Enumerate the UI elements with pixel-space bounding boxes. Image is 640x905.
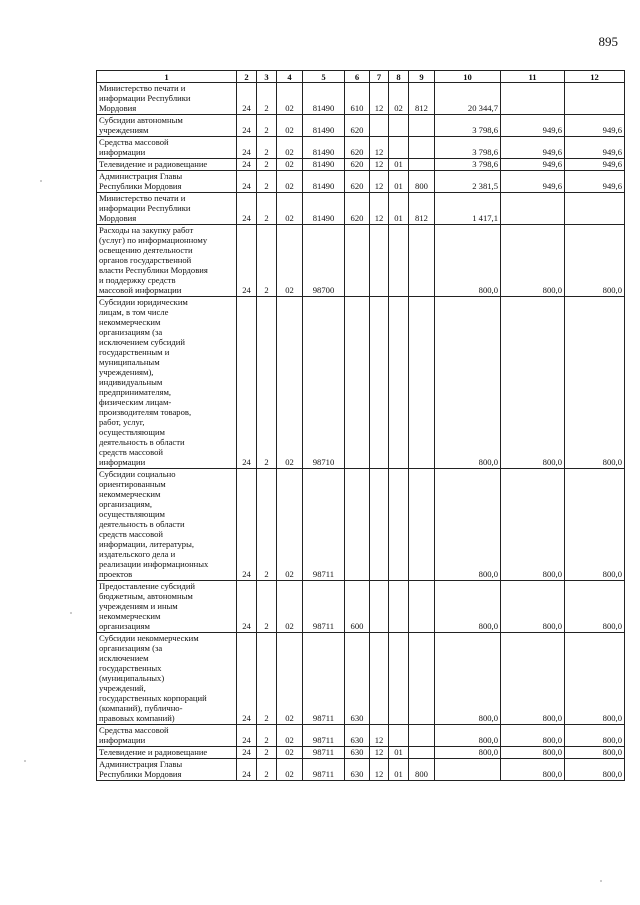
table-row bbox=[97, 137, 625, 159]
code-administrator bbox=[409, 469, 435, 581]
code-division bbox=[370, 297, 389, 469]
code-subsection: 02 bbox=[277, 725, 303, 747]
code-subdivision bbox=[389, 115, 409, 137]
code-administrator bbox=[409, 225, 435, 297]
code-subsection: 02 bbox=[277, 759, 303, 781]
code-division bbox=[370, 115, 389, 137]
amount-col-12: 800,0 bbox=[565, 581, 625, 633]
table-row bbox=[97, 225, 625, 297]
code-subdivision: 02 bbox=[389, 83, 409, 115]
code-ministry: 24 bbox=[237, 137, 257, 159]
code-subsection: 02 bbox=[277, 225, 303, 297]
code-section: 2 bbox=[257, 159, 277, 171]
code-section: 2 bbox=[257, 297, 277, 469]
row-description: Субсидии автономным учреждениям bbox=[97, 115, 237, 137]
budget-table bbox=[96, 70, 625, 781]
row-description: Администрация Главы Республики Мордовия bbox=[97, 171, 237, 193]
row-description: Министерство печати и информации Республики Мордовия bbox=[97, 83, 237, 115]
code-expense-type: 600 bbox=[345, 581, 370, 633]
row-description: Телевидение и радиовещание bbox=[97, 159, 237, 171]
code-section: 2 bbox=[257, 137, 277, 159]
amount-col-10: 800,0 bbox=[435, 469, 501, 581]
code-subsection: 02 bbox=[277, 581, 303, 633]
amount-col-12: 800,0 bbox=[565, 225, 625, 297]
code-division: 12 bbox=[370, 725, 389, 747]
code-ministry: 24 bbox=[237, 747, 257, 759]
table-row bbox=[97, 297, 625, 469]
code-subsection: 02 bbox=[277, 297, 303, 469]
column-header: 12 bbox=[565, 71, 625, 83]
code-ministry: 24 bbox=[237, 725, 257, 747]
code-administrator bbox=[409, 297, 435, 469]
table-body bbox=[97, 83, 625, 781]
amount-col-12 bbox=[565, 83, 625, 115]
column-header: 7 bbox=[370, 71, 389, 83]
amount-col-10: 800,0 bbox=[435, 747, 501, 759]
code-subsection: 02 bbox=[277, 171, 303, 193]
code-subsection: 02 bbox=[277, 193, 303, 225]
code-division: 12 bbox=[370, 171, 389, 193]
code-section: 2 bbox=[257, 759, 277, 781]
amount-col-11: 800,0 bbox=[501, 725, 565, 747]
code-ministry: 24 bbox=[237, 159, 257, 171]
code-expense-type bbox=[345, 225, 370, 297]
code-division bbox=[370, 225, 389, 297]
code-program: 81490 bbox=[303, 137, 345, 159]
code-subsection: 02 bbox=[277, 633, 303, 725]
amount-col-10 bbox=[435, 759, 501, 781]
code-expense-type: 620 bbox=[345, 137, 370, 159]
code-section: 2 bbox=[257, 225, 277, 297]
code-division: 12 bbox=[370, 159, 389, 171]
code-administrator bbox=[409, 725, 435, 747]
code-ministry: 24 bbox=[237, 759, 257, 781]
code-administrator bbox=[409, 633, 435, 725]
code-division bbox=[370, 633, 389, 725]
code-subdivision: 01 bbox=[389, 171, 409, 193]
amount-col-11: 800,0 bbox=[501, 633, 565, 725]
code-division bbox=[370, 469, 389, 581]
amount-col-10: 800,0 bbox=[435, 581, 501, 633]
amount-col-11 bbox=[501, 83, 565, 115]
code-section: 2 bbox=[257, 633, 277, 725]
scan-speck bbox=[24, 760, 26, 762]
table-row bbox=[97, 159, 625, 171]
column-header: 3 bbox=[257, 71, 277, 83]
code-division: 12 bbox=[370, 747, 389, 759]
amount-col-12 bbox=[565, 193, 625, 225]
code-subsection: 02 bbox=[277, 747, 303, 759]
code-expense-type: 620 bbox=[345, 171, 370, 193]
code-ministry: 24 bbox=[237, 469, 257, 581]
scan-speck bbox=[600, 880, 602, 882]
code-section: 2 bbox=[257, 83, 277, 115]
code-expense-type: 630 bbox=[345, 633, 370, 725]
code-expense-type: 630 bbox=[345, 759, 370, 781]
code-administrator: 812 bbox=[409, 193, 435, 225]
code-subsection: 02 bbox=[277, 137, 303, 159]
code-section: 2 bbox=[257, 193, 277, 225]
scan-speck bbox=[40, 180, 42, 182]
amount-col-10: 3 798,6 bbox=[435, 137, 501, 159]
table-row bbox=[97, 759, 625, 781]
row-description: Предоставление субсидий бюджетным, автономным учреждениям и иным некоммерческим организациям bbox=[97, 581, 237, 633]
amount-col-11: 800,0 bbox=[501, 297, 565, 469]
code-program: 98710 bbox=[303, 297, 345, 469]
amount-col-12: 800,0 bbox=[565, 469, 625, 581]
amount-col-10: 800,0 bbox=[435, 725, 501, 747]
amount-col-12: 800,0 bbox=[565, 759, 625, 781]
table-row bbox=[97, 747, 625, 759]
amount-col-11: 949,6 bbox=[501, 137, 565, 159]
amount-col-11: 800,0 bbox=[501, 469, 565, 581]
code-section: 2 bbox=[257, 747, 277, 759]
code-program: 81490 bbox=[303, 171, 345, 193]
code-ministry: 24 bbox=[237, 581, 257, 633]
code-division: 12 bbox=[370, 137, 389, 159]
code-program: 81490 bbox=[303, 159, 345, 171]
column-header: 5 bbox=[303, 71, 345, 83]
amount-col-12: 800,0 bbox=[565, 297, 625, 469]
page-number: 895 bbox=[598, 34, 618, 49]
row-description: Администрация Главы Республики Мордовия bbox=[97, 759, 237, 781]
code-subdivision bbox=[389, 469, 409, 581]
amount-col-11: 949,6 bbox=[501, 115, 565, 137]
code-program: 98711 bbox=[303, 469, 345, 581]
row-description: Субсидии социально ориентированным некоммерческим организациям, осуществляющим деятельность в области средств массовой информации, литературы, издательского дела и реализации информационных проектов bbox=[97, 469, 237, 581]
code-expense-type: 620 bbox=[345, 193, 370, 225]
code-program: 98711 bbox=[303, 759, 345, 781]
amount-col-11: 949,6 bbox=[501, 159, 565, 171]
code-ministry: 24 bbox=[237, 225, 257, 297]
amount-col-11 bbox=[501, 193, 565, 225]
code-expense-type: 630 bbox=[345, 747, 370, 759]
table-row bbox=[97, 193, 625, 225]
amount-col-12: 800,0 bbox=[565, 747, 625, 759]
code-expense-type: 610 bbox=[345, 83, 370, 115]
column-header: 9 bbox=[409, 71, 435, 83]
code-program: 81490 bbox=[303, 115, 345, 137]
column-header: 6 bbox=[345, 71, 370, 83]
code-expense-type: 630 bbox=[345, 725, 370, 747]
code-section: 2 bbox=[257, 725, 277, 747]
table-header-row bbox=[97, 71, 625, 83]
table-row bbox=[97, 725, 625, 747]
amount-col-11: 800,0 bbox=[501, 759, 565, 781]
code-administrator bbox=[409, 159, 435, 171]
amount-col-12: 800,0 bbox=[565, 725, 625, 747]
amount-col-12: 949,6 bbox=[565, 115, 625, 137]
code-subdivision: 01 bbox=[389, 159, 409, 171]
code-division bbox=[370, 581, 389, 633]
table-row bbox=[97, 83, 625, 115]
amount-col-12: 949,6 bbox=[565, 171, 625, 193]
table-row bbox=[97, 171, 625, 193]
code-section: 2 bbox=[257, 115, 277, 137]
code-program: 98711 bbox=[303, 581, 345, 633]
code-ministry: 24 bbox=[237, 83, 257, 115]
code-ministry: 24 bbox=[237, 297, 257, 469]
code-subsection: 02 bbox=[277, 469, 303, 581]
amount-col-10: 800,0 bbox=[435, 633, 501, 725]
code-subsection: 02 bbox=[277, 83, 303, 115]
code-subdivision bbox=[389, 137, 409, 159]
code-subdivision bbox=[389, 297, 409, 469]
code-administrator: 800 bbox=[409, 759, 435, 781]
amount-col-10: 3 798,6 bbox=[435, 159, 501, 171]
code-ministry: 24 bbox=[237, 171, 257, 193]
code-program: 98711 bbox=[303, 725, 345, 747]
code-expense-type bbox=[345, 297, 370, 469]
code-subsection: 02 bbox=[277, 115, 303, 137]
code-administrator bbox=[409, 137, 435, 159]
table-row bbox=[97, 469, 625, 581]
code-administrator: 800 bbox=[409, 171, 435, 193]
code-subdivision bbox=[389, 581, 409, 633]
code-subdivision: 01 bbox=[389, 759, 409, 781]
code-program: 98700 bbox=[303, 225, 345, 297]
code-expense-type: 620 bbox=[345, 115, 370, 137]
column-header: 10 bbox=[435, 71, 501, 83]
column-header: 8 bbox=[389, 71, 409, 83]
code-section: 2 bbox=[257, 171, 277, 193]
code-program: 81490 bbox=[303, 83, 345, 115]
code-ministry: 24 bbox=[237, 633, 257, 725]
code-section: 2 bbox=[257, 581, 277, 633]
code-division: 12 bbox=[370, 193, 389, 225]
amount-col-12: 800,0 bbox=[565, 633, 625, 725]
amount-col-11: 949,6 bbox=[501, 171, 565, 193]
amount-col-10: 2 381,5 bbox=[435, 171, 501, 193]
code-subdivision bbox=[389, 633, 409, 725]
code-section: 2 bbox=[257, 469, 277, 581]
code-program: 98711 bbox=[303, 633, 345, 725]
table-row bbox=[97, 581, 625, 633]
code-subdivision: 01 bbox=[389, 193, 409, 225]
amount-col-10: 800,0 bbox=[435, 297, 501, 469]
amount-col-11: 800,0 bbox=[501, 747, 565, 759]
code-subdivision bbox=[389, 725, 409, 747]
code-subdivision bbox=[389, 225, 409, 297]
row-description: Телевидение и радиовещание bbox=[97, 747, 237, 759]
amount-col-10: 800,0 bbox=[435, 225, 501, 297]
amount-col-10: 20 344,7 bbox=[435, 83, 501, 115]
column-header: 11 bbox=[501, 71, 565, 83]
code-administrator bbox=[409, 747, 435, 759]
scan-speck bbox=[70, 612, 72, 614]
code-expense-type bbox=[345, 469, 370, 581]
code-program: 98711 bbox=[303, 747, 345, 759]
code-administrator bbox=[409, 115, 435, 137]
row-description: Расходы на закупку работ (услуг) по информационному освещению деятельности органов государственной власти Республики Мордовия и поддержку средств массовой информации bbox=[97, 225, 237, 297]
column-header: 4 bbox=[277, 71, 303, 83]
code-administrator bbox=[409, 581, 435, 633]
code-administrator: 812 bbox=[409, 83, 435, 115]
code-division: 12 bbox=[370, 759, 389, 781]
row-description: Средства массовой информации bbox=[97, 137, 237, 159]
code-ministry: 24 bbox=[237, 115, 257, 137]
code-subdivision: 01 bbox=[389, 747, 409, 759]
table-row bbox=[97, 115, 625, 137]
row-description: Министерство печати и информации Республики Мордовия bbox=[97, 193, 237, 225]
row-description: Субсидии некоммерческим организациям (за исключением государственных (муниципальных) учреждений, государственных корпораций (компаний), публично- правовых компаний) bbox=[97, 633, 237, 725]
amount-col-12: 949,6 bbox=[565, 137, 625, 159]
amount-col-10: 3 798,6 bbox=[435, 115, 501, 137]
table-row bbox=[97, 633, 625, 725]
code-ministry: 24 bbox=[237, 193, 257, 225]
column-header: 1 bbox=[97, 71, 237, 83]
amount-col-11: 800,0 bbox=[501, 581, 565, 633]
code-program: 81490 bbox=[303, 193, 345, 225]
column-header: 2 bbox=[237, 71, 257, 83]
code-expense-type: 620 bbox=[345, 159, 370, 171]
code-division: 12 bbox=[370, 83, 389, 115]
row-description: Средства массовой информации bbox=[97, 725, 237, 747]
amount-col-12: 949,6 bbox=[565, 159, 625, 171]
row-description: Субсидии юридическим лицам, в том числе некоммерческим организациям (за исключением субсидий государственным и муниципальным учреждениям), индивидуальным предпринимателям, физическим лицам- производителям товаров, работ, услуг, осуществляющим деятельность в области средств массовой информации bbox=[97, 297, 237, 469]
amount-col-11: 800,0 bbox=[501, 225, 565, 297]
code-subsection: 02 bbox=[277, 159, 303, 171]
amount-col-10: 1 417,1 bbox=[435, 193, 501, 225]
